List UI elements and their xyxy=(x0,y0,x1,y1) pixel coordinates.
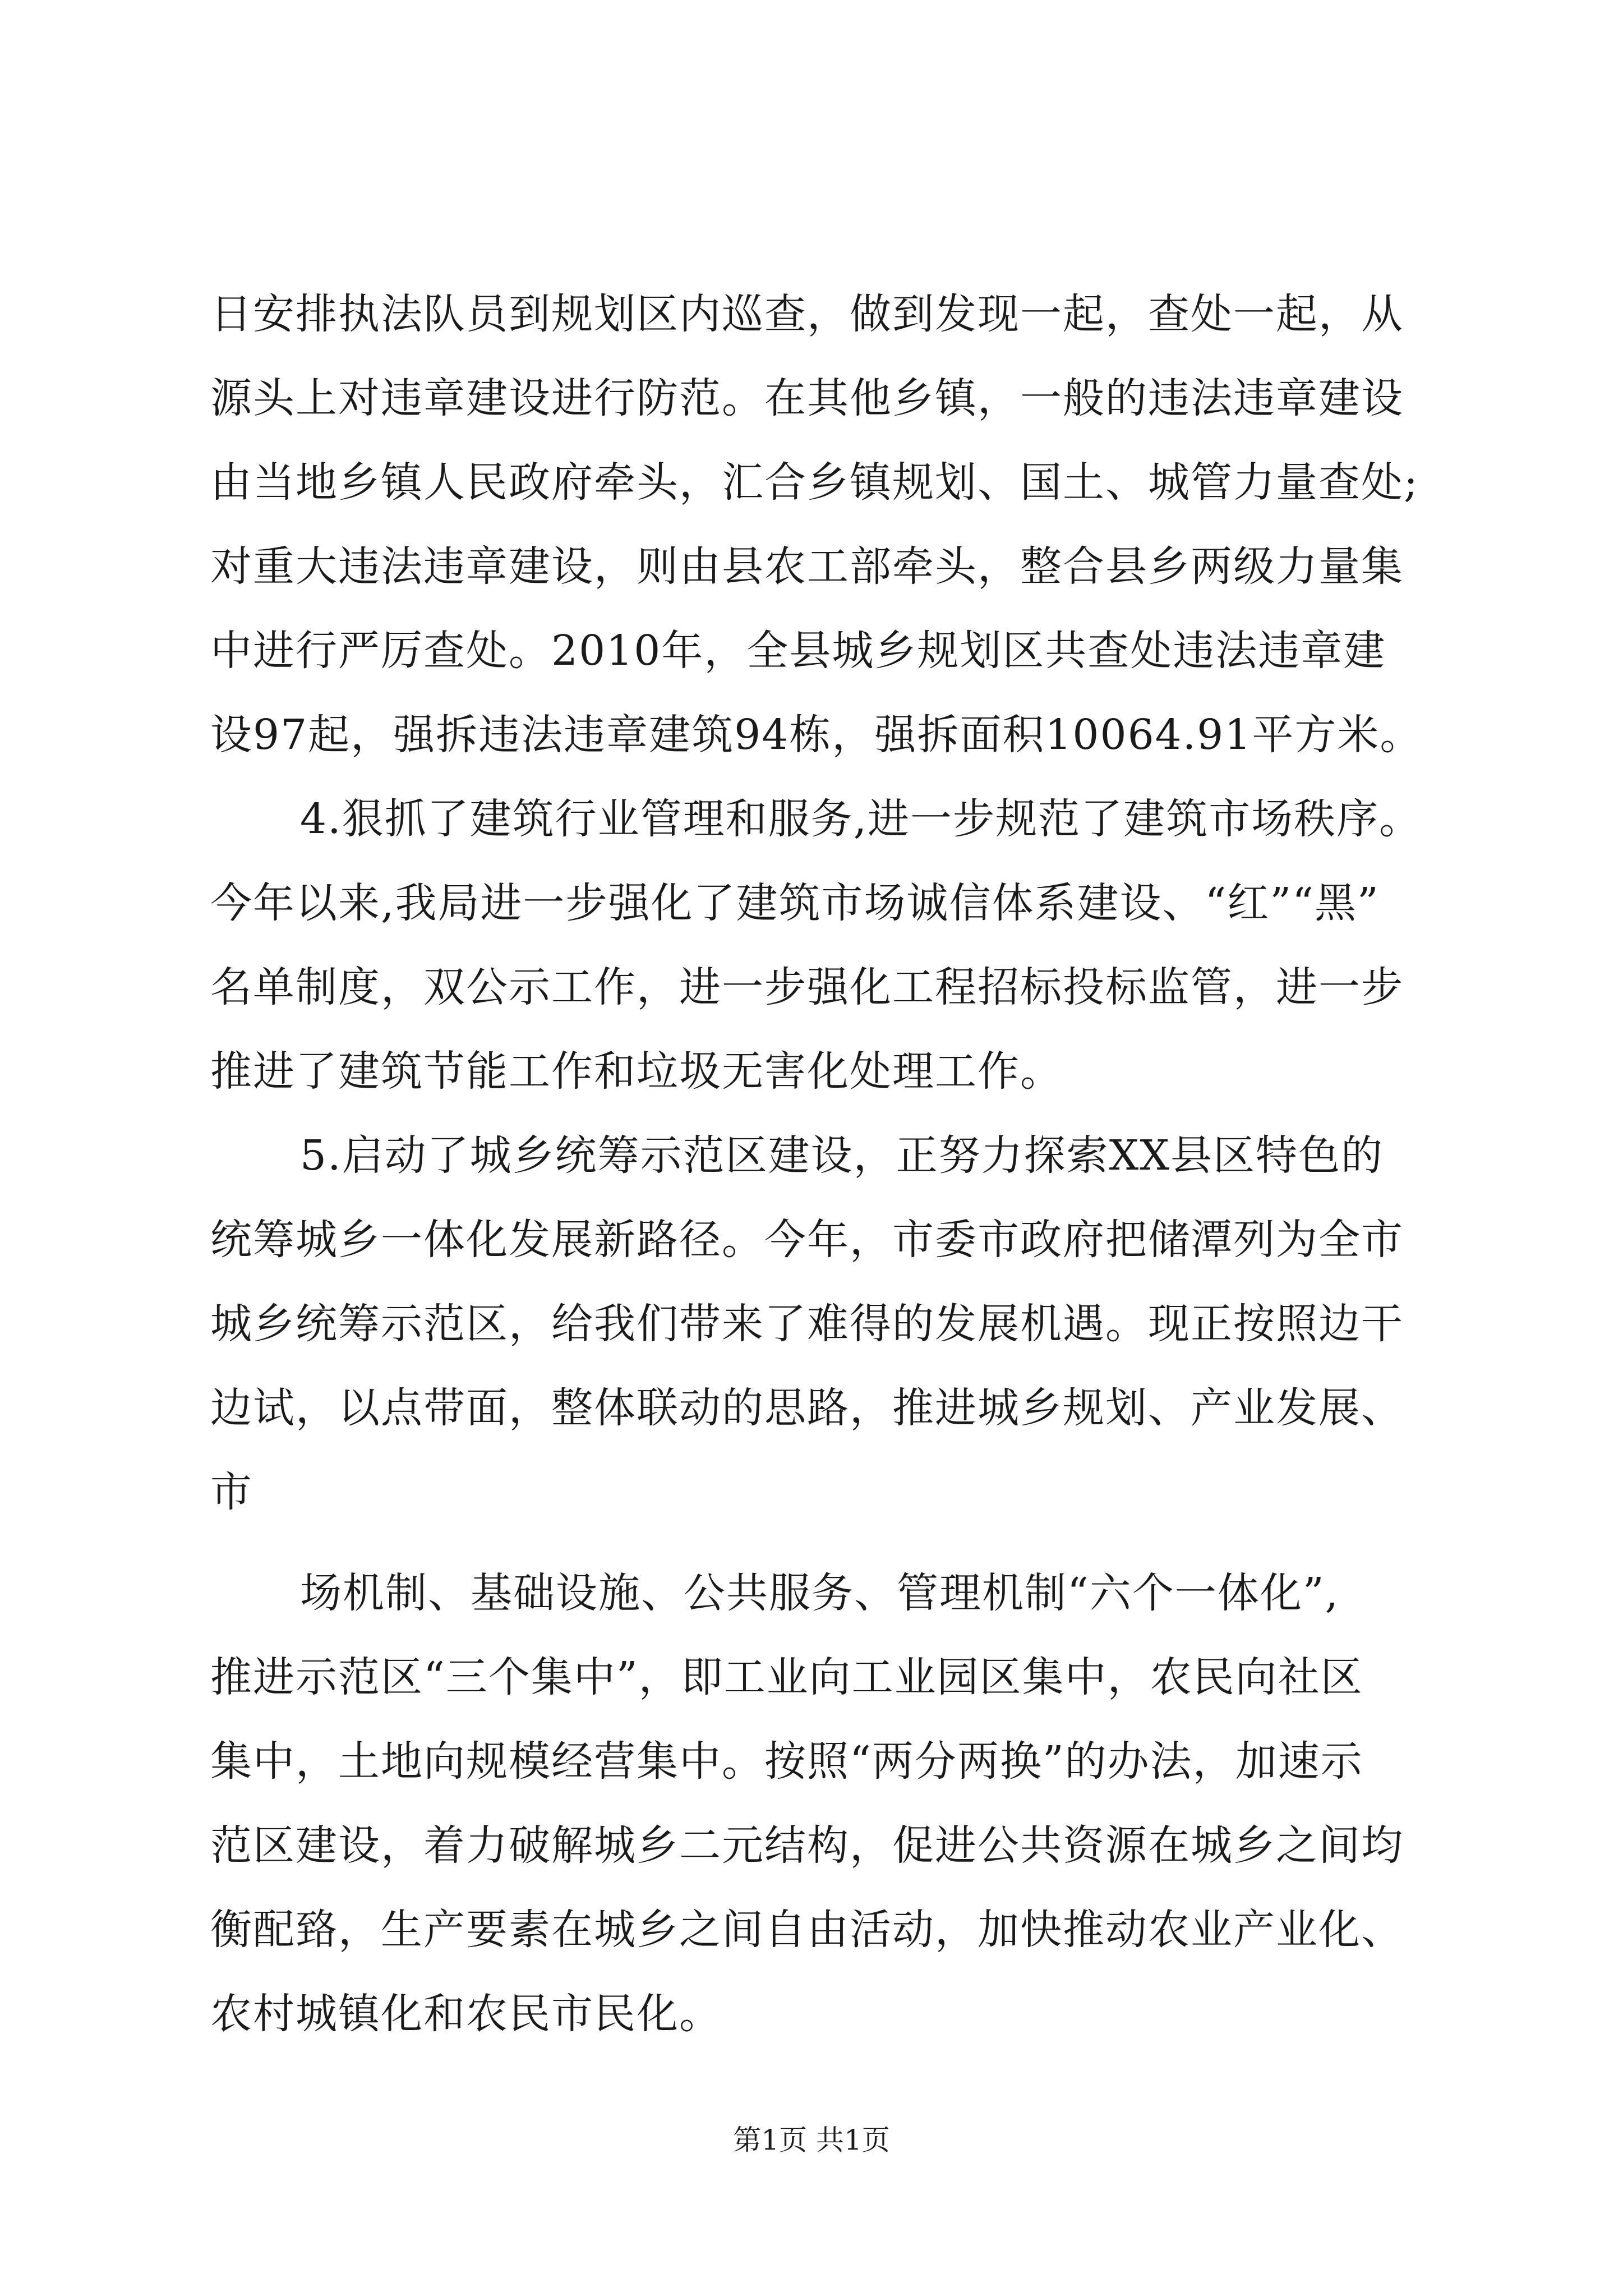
text-line-9: 名单制度，双公示工作，进一步强化工程招标投标监管，进一步 xyxy=(210,963,1404,1011)
text-line-6: 设97起，强拆违法违章建筑94栋，强拆面积10064.91平方米。 xyxy=(210,711,1423,759)
text-line-15: 市 xyxy=(210,1468,253,1516)
text-line-7: 4.狠抓了建筑行业管理和服务,进一步规范了建筑市场秩序。 xyxy=(300,795,1422,843)
text-line-1: 日安排执法队员到规划区内巡查，做到发现一起，查处一起，从 xyxy=(210,290,1404,338)
text-line-14: 边试，以点带面，整体联动的思路，推进城乡规划、产业发展、 xyxy=(210,1384,1404,1432)
text-line-8: 今年以来,我局进一步强化了建筑市场诚信体系建设、“红”“黑” xyxy=(210,879,1380,927)
text-line-18: 集中，土地向规模经营集中。按照“两分两换”的办法，加速示 xyxy=(210,1737,1363,1786)
text-line-16: 场机制、基础设施、公共服务、管理机制“六个一体化”, xyxy=(300,1569,1340,1617)
text-line-17: 推进示范区“三个集中”，即工业向工业园区集中，农民向社区 xyxy=(210,1653,1363,1701)
text-line-3: 由当地乡镇人民政府牵头，汇合乡镇规划、国土、城管力量查处; xyxy=(210,458,1419,507)
text-line-12: 统筹城乡一体化发展新路径。今年，市委市政府把储潭列为全市 xyxy=(210,1216,1404,1264)
text-line-13: 城乡统筹示范区，给我们带来了难得的发展机遇。现正按照边干 xyxy=(210,1300,1404,1348)
text-line-10: 推进了建筑节能工作和垃圾无害化处理工作。 xyxy=(210,1047,1063,1096)
text-line-21: 农村城镇化和农民市民化。 xyxy=(210,1990,722,2038)
text-line-11: 5.启动了城乡统筹示范区建设，正努力探索XX县区特色的 xyxy=(300,1131,1384,1180)
text-line-19: 范区建设，着力破解城乡二元结构，促进公共资源在城乡之间均 xyxy=(210,1821,1404,1870)
text-line-20: 衡配臵，生产要素在城乡之间自由活动，加快推动农业产业化、 xyxy=(210,1906,1404,1954)
text-line-4: 对重大违法违章建设，则由县农工部牵头，整合县乡两级力量集 xyxy=(210,542,1404,591)
page-number-footer: 第1页 共1页 xyxy=(733,2124,890,2156)
text-line-5: 中进行严厉查处。2010年，全县城乡规划区共查处违法违章建 xyxy=(210,627,1386,675)
text-line-2: 源头上对违章建设进行防范。在其他乡镇，一般的违法违章建设 xyxy=(210,374,1404,422)
